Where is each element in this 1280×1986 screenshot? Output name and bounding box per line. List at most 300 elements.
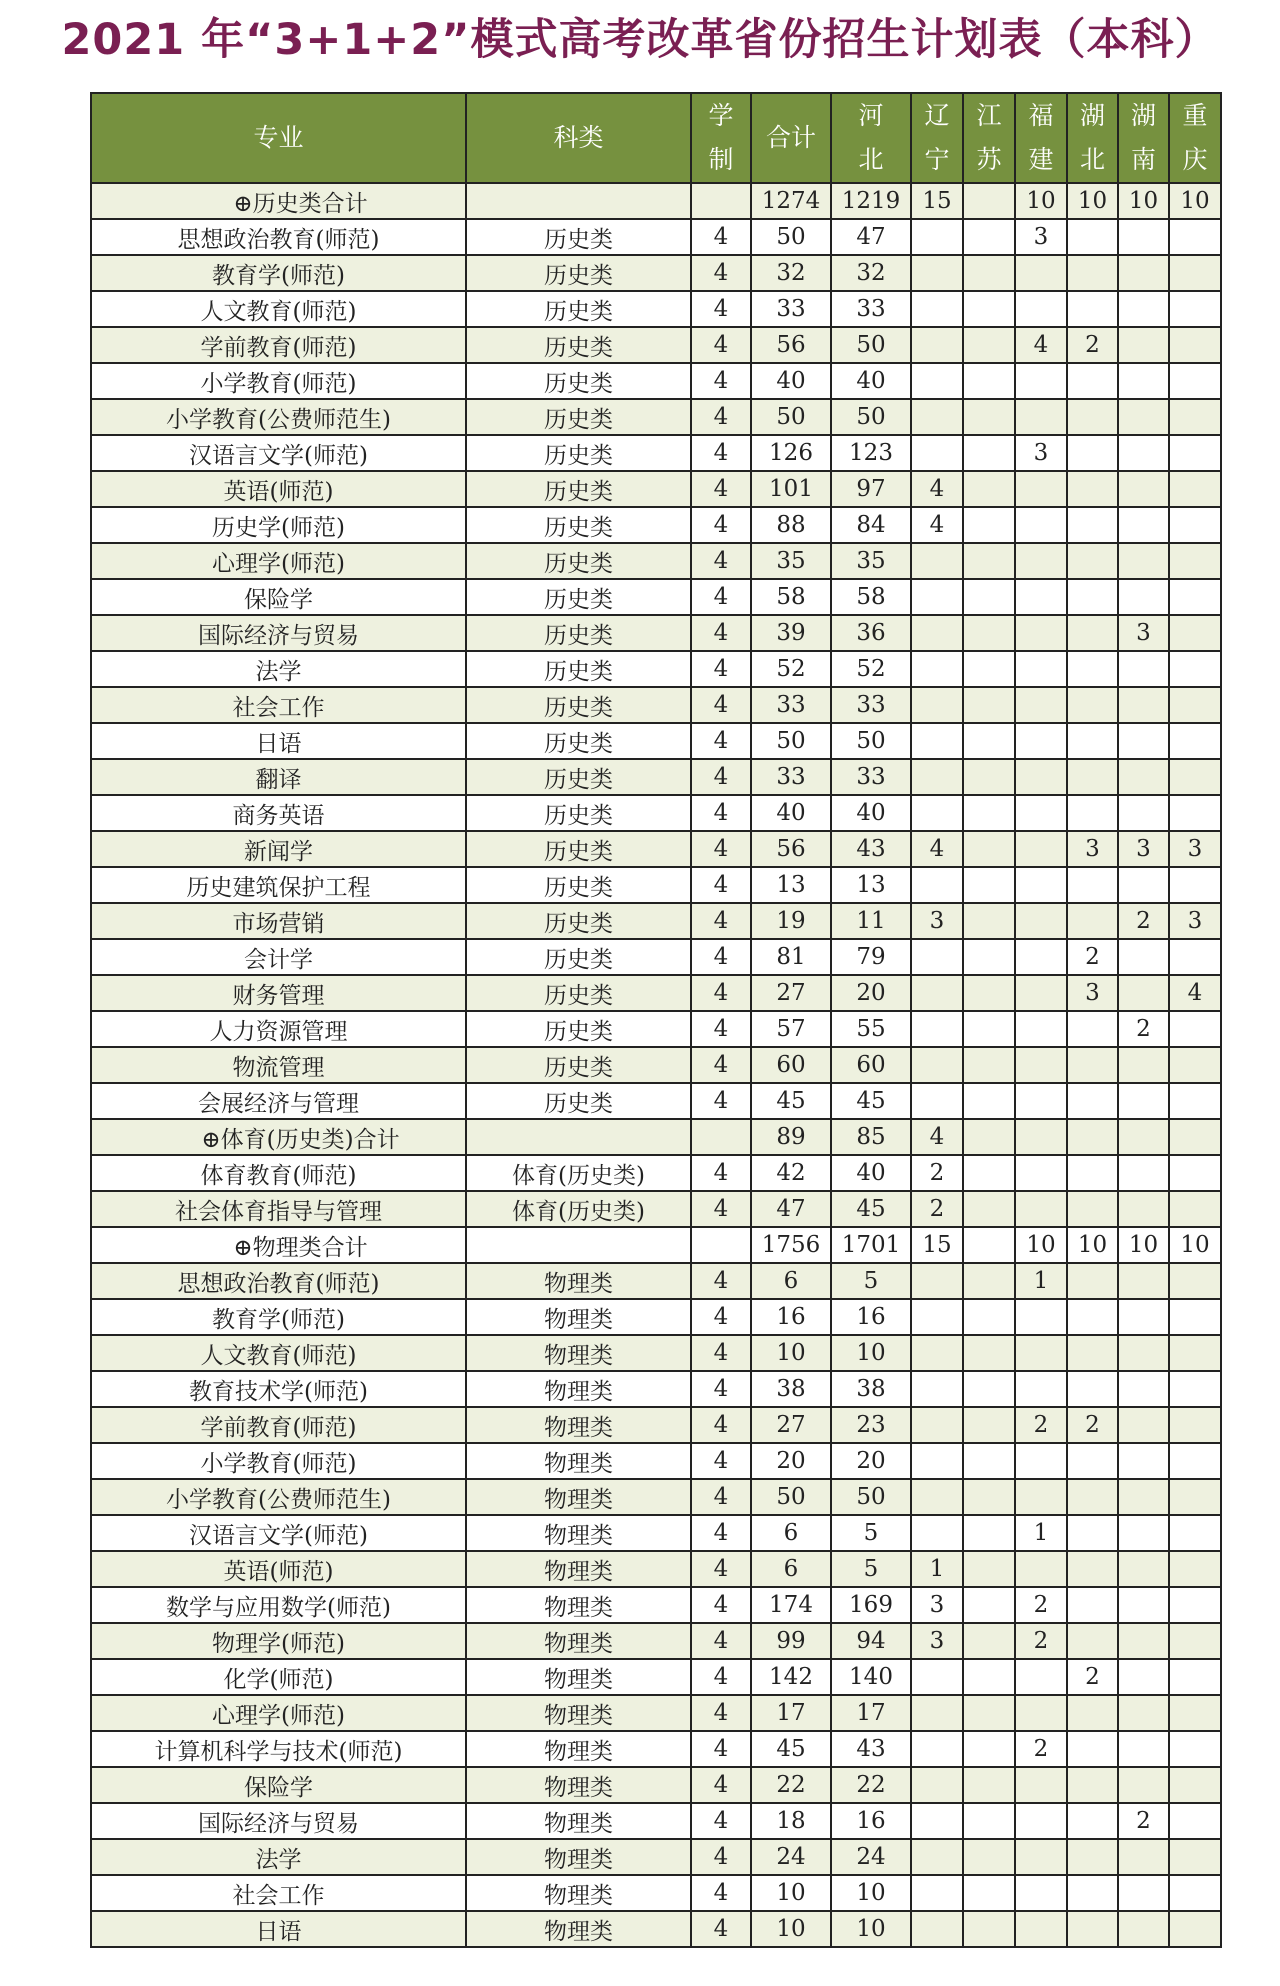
table-body <box>91 183 1221 1947</box>
cell-hunan <box>1118 399 1169 435</box>
cell-hunan <box>1118 975 1169 1011</box>
cell-major: 学前教育(师范) <box>91 1407 466 1443</box>
cell-hunan <box>1118 1767 1169 1803</box>
cell-hubei <box>1067 723 1118 759</box>
cell-major: 教育学(师范) <box>91 1299 466 1335</box>
cell-years: 4 <box>691 1587 751 1623</box>
cell-major: 社会工作 <box>91 1875 466 1911</box>
cell-total: 52 <box>751 651 831 687</box>
cell-total: 47 <box>751 1191 831 1227</box>
cell-chongqing <box>1169 435 1221 471</box>
cell-hebei: 43 <box>831 1731 911 1767</box>
cell-years: 4 <box>691 1011 751 1047</box>
cell-liaoning <box>911 1767 963 1803</box>
cell-hubei <box>1067 1623 1118 1659</box>
cell-hunan <box>1118 867 1169 903</box>
cell-category: 物理类 <box>466 1767 691 1803</box>
cell-category: 历史类 <box>466 435 691 471</box>
cell-years: 4 <box>691 543 751 579</box>
cell-hebei: 10 <box>831 1875 911 1911</box>
cell-chongqing <box>1169 1515 1221 1551</box>
cell-major: 化学(师范) <box>91 1659 466 1695</box>
cell-fujian <box>1015 1911 1067 1947</box>
header-province-hunan: 湖 南 <box>1118 93 1169 183</box>
cell-total: 56 <box>751 831 831 867</box>
cell-category: 物理类 <box>466 1875 691 1911</box>
cell-chongqing <box>1169 1371 1221 1407</box>
cell-years: 4 <box>691 1443 751 1479</box>
cell-fujian: 4 <box>1015 327 1067 363</box>
cell-hebei: 40 <box>831 795 911 831</box>
cell-liaoning <box>911 1479 963 1515</box>
cell-chongqing <box>1169 1407 1221 1443</box>
cell-major: 物流管理 <box>91 1047 466 1083</box>
cell-fujian <box>1015 1479 1067 1515</box>
cell-hubei <box>1067 1911 1118 1947</box>
group-total-row <box>91 1227 1221 1263</box>
cell-years <box>691 183 751 219</box>
cell-hunan <box>1118 579 1169 615</box>
cell-major: 英语(师范) <box>91 1551 466 1587</box>
cell-category: 历史类 <box>466 291 691 327</box>
cell-fujian <box>1015 1695 1067 1731</box>
cell-category: 历史类 <box>466 363 691 399</box>
cell-fujian <box>1015 471 1067 507</box>
table-row <box>91 1587 1221 1623</box>
cell-major: 会展经济与管理 <box>91 1083 466 1119</box>
cell-hebei: 140 <box>831 1659 911 1695</box>
table-row <box>91 903 1221 939</box>
cell-hebei: 58 <box>831 579 911 615</box>
cell-major: 思想政治教育(师范) <box>91 219 466 255</box>
table-row <box>91 1047 1221 1083</box>
cell-category: 历史类 <box>466 903 691 939</box>
cell-fujian <box>1015 1299 1067 1335</box>
cell-liaoning <box>911 1011 963 1047</box>
cell-fujian <box>1015 1119 1067 1155</box>
cell-years: 4 <box>691 759 751 795</box>
cell-chongqing <box>1169 1767 1221 1803</box>
cell-category: 历史类 <box>466 1083 691 1119</box>
cell-major: 日语 <box>91 1911 466 1947</box>
cell-liaoning <box>911 579 963 615</box>
cell-fujian <box>1015 1191 1067 1227</box>
cell-chongqing <box>1169 795 1221 831</box>
cell-chongqing <box>1169 363 1221 399</box>
cell-hunan <box>1118 1299 1169 1335</box>
cell-hubei <box>1067 1299 1118 1335</box>
cell-years: 4 <box>691 291 751 327</box>
table-row <box>91 579 1221 615</box>
cell-hebei: 36 <box>831 615 911 651</box>
cell-chongqing: 10 <box>1169 183 1221 219</box>
cell-total: 174 <box>751 1587 831 1623</box>
cell-major: 国际经济与贸易 <box>91 615 466 651</box>
cell-major: 会计学 <box>91 939 466 975</box>
cell-total: 18 <box>751 1803 831 1839</box>
table-row <box>91 687 1221 723</box>
cell-fujian: 1 <box>1015 1515 1067 1551</box>
cell-jiangsu <box>963 1083 1015 1119</box>
cell-hebei: 40 <box>831 363 911 399</box>
cell-category: 历史类 <box>466 507 691 543</box>
cell-hebei: 5 <box>831 1551 911 1587</box>
cell-hebei: 52 <box>831 651 911 687</box>
cell-liaoning <box>911 651 963 687</box>
cell-liaoning <box>911 255 963 291</box>
cell-hubei <box>1067 1479 1118 1515</box>
cell-fujian <box>1015 903 1067 939</box>
cell-jiangsu <box>963 759 1015 795</box>
cell-hunan <box>1118 1083 1169 1119</box>
group-total-row <box>91 183 1221 219</box>
cell-total: 10 <box>751 1911 831 1947</box>
cell-hubei <box>1067 1803 1118 1839</box>
cell-hunan: 10 <box>1118 1227 1169 1263</box>
cell-fujian: 10 <box>1015 183 1067 219</box>
cell-liaoning: 4 <box>911 831 963 867</box>
cell-chongqing <box>1169 759 1221 795</box>
cell-liaoning <box>911 759 963 795</box>
cell-major: 思想政治教育(师范) <box>91 1263 466 1299</box>
cell-major: ⊕物理类合计 <box>91 1227 466 1263</box>
group-total-row <box>91 1119 1221 1155</box>
cell-hunan <box>1118 1263 1169 1299</box>
cell-hubei: 2 <box>1067 1407 1118 1443</box>
cell-jiangsu <box>963 1011 1015 1047</box>
cell-hunan <box>1118 1191 1169 1227</box>
table-row <box>91 1695 1221 1731</box>
cell-liaoning <box>911 219 963 255</box>
cell-chongqing <box>1169 1443 1221 1479</box>
cell-hunan <box>1118 1407 1169 1443</box>
header-province-fujian: 福 建 <box>1015 93 1067 183</box>
cell-category: 历史类 <box>466 327 691 363</box>
cell-total: 19 <box>751 903 831 939</box>
cell-category: 历史类 <box>466 687 691 723</box>
cell-total: 99 <box>751 1623 831 1659</box>
cell-hubei <box>1067 1551 1118 1587</box>
cell-jiangsu <box>963 1731 1015 1767</box>
cell-hebei: 60 <box>831 1047 911 1083</box>
cell-hunan <box>1118 507 1169 543</box>
cell-liaoning <box>911 1047 963 1083</box>
cell-category: 物理类 <box>466 1335 691 1371</box>
cell-fujian: 2 <box>1015 1731 1067 1767</box>
cell-hebei: 84 <box>831 507 911 543</box>
cell-major: 小学教育(师范) <box>91 363 466 399</box>
cell-chongqing <box>1169 255 1221 291</box>
cell-hunan: 3 <box>1118 831 1169 867</box>
table-row <box>91 363 1221 399</box>
table-row <box>91 1155 1221 1191</box>
cell-liaoning: 2 <box>911 1155 963 1191</box>
cell-chongqing <box>1169 219 1221 255</box>
table-row <box>91 723 1221 759</box>
cell-hubei <box>1067 1443 1118 1479</box>
cell-fujian <box>1015 1155 1067 1191</box>
cell-major: 财务管理 <box>91 975 466 1011</box>
cell-jiangsu <box>963 1407 1015 1443</box>
table-row <box>91 507 1221 543</box>
cell-hubei <box>1067 363 1118 399</box>
cell-jiangsu <box>963 399 1015 435</box>
cell-category: 物理类 <box>466 1443 691 1479</box>
cell-total: 40 <box>751 795 831 831</box>
cell-hunan <box>1118 1335 1169 1371</box>
cell-fujian <box>1015 1803 1067 1839</box>
table-row <box>91 1299 1221 1335</box>
cell-jiangsu <box>963 1659 1015 1695</box>
cell-category: 历史类 <box>466 1047 691 1083</box>
cell-chongqing <box>1169 579 1221 615</box>
cell-hunan <box>1118 795 1169 831</box>
cell-years: 4 <box>691 1155 751 1191</box>
cell-hebei: 50 <box>831 1479 911 1515</box>
cell-fujian: 10 <box>1015 1227 1067 1263</box>
cell-chongqing: 4 <box>1169 975 1221 1011</box>
table-row <box>91 327 1221 363</box>
header-province-hubei: 湖 北 <box>1067 93 1118 183</box>
cell-fujian <box>1015 291 1067 327</box>
cell-fujian <box>1015 867 1067 903</box>
cell-hebei: 16 <box>831 1803 911 1839</box>
cell-jiangsu <box>963 1263 1015 1299</box>
cell-total: 58 <box>751 579 831 615</box>
cell-hunan: 10 <box>1118 183 1169 219</box>
cell-jiangsu <box>963 183 1015 219</box>
cell-category: 历史类 <box>466 543 691 579</box>
cell-jiangsu <box>963 615 1015 651</box>
cell-jiangsu <box>963 1443 1015 1479</box>
cell-hebei: 50 <box>831 327 911 363</box>
cell-liaoning <box>911 975 963 1011</box>
cell-hunan <box>1118 1155 1169 1191</box>
table-row <box>91 219 1221 255</box>
cell-category: 体育(历史类) <box>466 1155 691 1191</box>
cell-years: 4 <box>691 1659 751 1695</box>
cell-category: 历史类 <box>466 219 691 255</box>
cell-chongqing <box>1169 507 1221 543</box>
table-row <box>91 255 1221 291</box>
cell-hubei <box>1067 1695 1118 1731</box>
cell-hebei: 79 <box>831 939 911 975</box>
cell-hebei: 45 <box>831 1191 911 1227</box>
cell-fujian <box>1015 1011 1067 1047</box>
cell-total: 6 <box>751 1551 831 1587</box>
cell-hunan <box>1118 939 1169 975</box>
cell-hubei <box>1067 687 1118 723</box>
cell-jiangsu <box>963 1371 1015 1407</box>
cell-hubei <box>1067 1731 1118 1767</box>
cell-category: 历史类 <box>466 867 691 903</box>
cell-hubei <box>1067 507 1118 543</box>
cell-category: 物理类 <box>466 1515 691 1551</box>
cell-category: 物理类 <box>466 1623 691 1659</box>
cell-category: 物理类 <box>466 1659 691 1695</box>
cell-jiangsu <box>963 1803 1015 1839</box>
table-header-row <box>91 93 1221 183</box>
cell-hubei <box>1067 1371 1118 1407</box>
cell-hubei: 10 <box>1067 183 1118 219</box>
cell-chongqing <box>1169 543 1221 579</box>
cell-major: 历史学(师范) <box>91 507 466 543</box>
cell-major: 计算机科学与技术(师范) <box>91 1731 466 1767</box>
table-row <box>91 1407 1221 1443</box>
cell-years: 4 <box>691 1767 751 1803</box>
cell-liaoning <box>911 1695 963 1731</box>
cell-category: 历史类 <box>466 1011 691 1047</box>
cell-chongqing <box>1169 1299 1221 1335</box>
cell-hunan <box>1118 255 1169 291</box>
cell-chongqing <box>1169 1335 1221 1371</box>
cell-total: 50 <box>751 723 831 759</box>
cell-jiangsu <box>963 1551 1015 1587</box>
cell-years: 4 <box>691 1191 751 1227</box>
cell-hunan <box>1118 1047 1169 1083</box>
table-row <box>91 1011 1221 1047</box>
cell-years: 4 <box>691 1083 751 1119</box>
cell-hebei: 10 <box>831 1335 911 1371</box>
table-row <box>91 1371 1221 1407</box>
cell-liaoning <box>911 1731 963 1767</box>
cell-hubei <box>1067 759 1118 795</box>
cell-jiangsu <box>963 687 1015 723</box>
cell-jiangsu <box>963 831 1015 867</box>
cell-major: 市场营销 <box>91 903 466 939</box>
cell-fujian: 2 <box>1015 1587 1067 1623</box>
cell-liaoning: 2 <box>911 1191 963 1227</box>
cell-major: ⊕体育(历史类)合计 <box>91 1119 466 1155</box>
cell-hubei <box>1067 1083 1118 1119</box>
cell-total: 88 <box>751 507 831 543</box>
cell-jiangsu <box>963 1911 1015 1947</box>
cell-category <box>466 183 691 219</box>
cell-chongqing: 3 <box>1169 831 1221 867</box>
table-row <box>91 1767 1221 1803</box>
table-row <box>91 975 1221 1011</box>
cell-hubei <box>1067 615 1118 651</box>
cell-hubei: 3 <box>1067 831 1118 867</box>
cell-total: 32 <box>751 255 831 291</box>
cell-hubei <box>1067 1515 1118 1551</box>
cell-total: 17 <box>751 1695 831 1731</box>
cell-years: 4 <box>691 255 751 291</box>
cell-total: 16 <box>751 1299 831 1335</box>
cell-hubei <box>1067 399 1118 435</box>
cell-years: 4 <box>691 1551 751 1587</box>
cell-total: 38 <box>751 1371 831 1407</box>
cell-hubei: 2 <box>1067 1659 1118 1695</box>
header-province-jiangsu: 江 苏 <box>963 93 1015 183</box>
cell-hubei <box>1067 867 1118 903</box>
cell-category: 物理类 <box>466 1731 691 1767</box>
cell-category: 物理类 <box>466 1407 691 1443</box>
cell-years: 4 <box>691 579 751 615</box>
cell-hubei <box>1067 1191 1118 1227</box>
cell-hebei: 94 <box>831 1623 911 1659</box>
cell-chongqing <box>1169 651 1221 687</box>
cell-hubei <box>1067 255 1118 291</box>
table-row <box>91 795 1221 831</box>
cell-fujian: 1 <box>1015 1263 1067 1299</box>
cell-chongqing <box>1169 1011 1221 1047</box>
cell-major: 教育学(师范) <box>91 255 466 291</box>
cell-chongqing <box>1169 471 1221 507</box>
cell-total: 56 <box>751 327 831 363</box>
cell-chongqing <box>1169 1263 1221 1299</box>
cell-total: 45 <box>751 1731 831 1767</box>
cell-category: 历史类 <box>466 759 691 795</box>
cell-liaoning <box>911 435 963 471</box>
cell-fujian <box>1015 363 1067 399</box>
cell-total: 1756 <box>751 1227 831 1263</box>
table-row <box>91 471 1221 507</box>
table-row <box>91 435 1221 471</box>
table-row <box>91 1263 1221 1299</box>
cell-hebei: 24 <box>831 1839 911 1875</box>
cell-years: 4 <box>691 363 751 399</box>
table-row <box>91 1083 1221 1119</box>
cell-major: 数学与应用数学(师范) <box>91 1587 466 1623</box>
cell-major: 心理学(师范) <box>91 1695 466 1731</box>
cell-major: 日语 <box>91 723 466 759</box>
cell-category: 物理类 <box>466 1299 691 1335</box>
cell-total: 142 <box>751 1659 831 1695</box>
cell-jiangsu <box>963 435 1015 471</box>
cell-jiangsu <box>963 1479 1015 1515</box>
cell-total: 1274 <box>751 183 831 219</box>
cell-total: 33 <box>751 291 831 327</box>
header-total: 合计 <box>751 93 831 183</box>
cell-hebei: 16 <box>831 1299 911 1335</box>
header-category: 科类 <box>466 93 691 183</box>
cell-hunan: 2 <box>1118 903 1169 939</box>
cell-hubei <box>1067 1011 1118 1047</box>
cell-hubei <box>1067 1767 1118 1803</box>
cell-major: 社会体育指导与管理 <box>91 1191 466 1227</box>
cell-major: 学前教育(师范) <box>91 327 466 363</box>
cell-jiangsu <box>963 1623 1015 1659</box>
cell-years: 4 <box>691 939 751 975</box>
cell-years <box>691 1119 751 1155</box>
cell-chongqing <box>1169 1911 1221 1947</box>
cell-total: 39 <box>751 615 831 651</box>
cell-hubei <box>1067 651 1118 687</box>
cell-major: 社会工作 <box>91 687 466 723</box>
cell-jiangsu <box>963 939 1015 975</box>
cell-major: 国际经济与贸易 <box>91 1803 466 1839</box>
cell-category: 物理类 <box>466 1371 691 1407</box>
cell-liaoning <box>911 1659 963 1695</box>
cell-total: 89 <box>751 1119 831 1155</box>
cell-jiangsu <box>963 651 1015 687</box>
cell-fujian <box>1015 1443 1067 1479</box>
cell-category: 物理类 <box>466 1479 691 1515</box>
cell-major: 心理学(师范) <box>91 543 466 579</box>
cell-major: 小学教育(公费师范生) <box>91 1479 466 1515</box>
cell-fujian <box>1015 507 1067 543</box>
cell-years: 4 <box>691 399 751 435</box>
cell-major: 人力资源管理 <box>91 1011 466 1047</box>
cell-chongqing <box>1169 1083 1221 1119</box>
cell-hebei: 20 <box>831 1443 911 1479</box>
cell-fujian <box>1015 255 1067 291</box>
cell-liaoning: 15 <box>911 1227 963 1263</box>
cell-fujian: 3 <box>1015 219 1067 255</box>
cell-hebei: 40 <box>831 1155 911 1191</box>
cell-years: 4 <box>691 903 751 939</box>
